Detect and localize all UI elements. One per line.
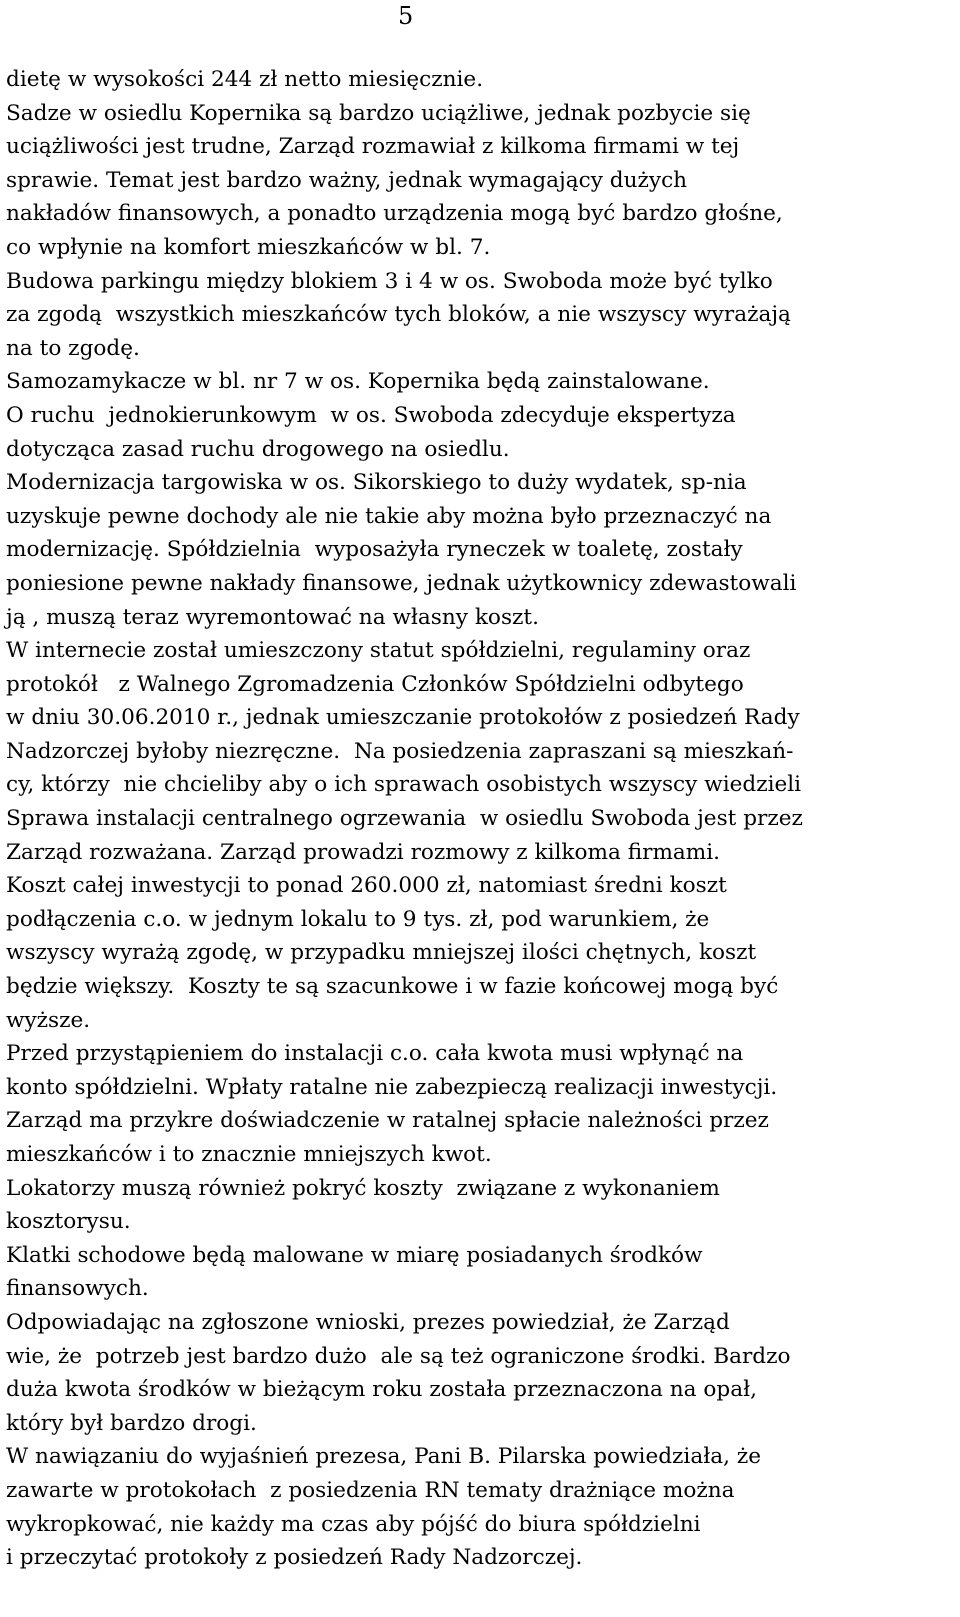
text-line: nakładów finansowych, a ponadto urządzenia mogą być bardzo głośne, [6, 201, 783, 227]
text-line: mieszkańców i to znacznie mniejszych kwot. [6, 1142, 492, 1167]
text-line: w dniu 30.06.2010 r., jednak umieszczanie protokołów z posiedzeń Rady [6, 705, 800, 731]
text-line: Zarząd rozważana. Zarząd prowadzi rozmowy z kilkoma firmami. [6, 839, 721, 865]
text-line: wykropkować, nie każdy ma czas aby pójść do biura spółdzielni [6, 1511, 701, 1537]
text-line: co wpłynie na komfort mieszkańców w bl. 7. [6, 234, 491, 260]
text-line: Klatki schodowe będą malowane w miarę posiadanych środków [6, 1242, 703, 1268]
body-text [6, 63, 956, 1575]
text-line: Budowa parkingu między blokiem 3 i 4 w os. Swoboda może być tylko [6, 268, 773, 294]
text-line: Przed przystąpieniem do instalacji c.o. cała kwota musi wpłynąć na [6, 1041, 744, 1067]
text-line: Lokatorzy muszą również pokryć koszty związane z wykonaniem [6, 1175, 720, 1201]
text-line: Nadzorczej byłoby niezręczne. Na posiedzenia zapraszani są mieszkań- [6, 738, 794, 764]
text-line: konto spółdzielni. Wpłaty ratalne nie zabezpieczą realizacji inwestycji. [6, 1074, 778, 1100]
text-line: kosztorysu. [6, 1209, 131, 1235]
text-line: który był bardzo drogi. [6, 1410, 257, 1436]
text-line: cy, którzy nie chcieliby aby o ich sprawach osobistych wszyscy wiedzieli [6, 772, 802, 798]
text-line: Modernizacja targowiska w os. Sikorskiego to duży wydatek, sp-nia [6, 470, 747, 496]
text-line: na to zgodę. [6, 335, 140, 361]
text-line: W nawiązaniu do wyjaśnień prezesa, Pani B. Pilarska powiedziała, że [6, 1444, 761, 1470]
text-line: będzie większy. Koszty te są szacunkowe i w fazie końcowej mogą być [6, 974, 779, 1000]
text-line: dotycząca zasad ruchu drogowego na osiedlu. [6, 436, 510, 462]
text-line: podłączenia c.o. w jednym lokalu to 9 tys. zł, pod warunkiem, że [6, 906, 710, 932]
text-line: uzyskuje pewne dochody ale nie takie aby można było przeznaczyć na [6, 503, 772, 529]
page-number: 5 [398, 2, 414, 30]
text-line: O ruchu jednokierunkowym w os. Swoboda zdecyduje ekspertyza [6, 402, 736, 428]
text-line: za zgodą wszystkich mieszkańców tych bloków, a nie wszyscy wyrażają [6, 302, 791, 328]
text-line: Zarząd ma przykre doświadczenie w ratalnej spłacie należności przez [6, 1108, 769, 1134]
text-line: zawarte w protokołach z posiedzenia RN tematy drażniące można [6, 1477, 735, 1503]
text-line: i przeczytać protokoły z posiedzeń Rady Nadzorczej. [6, 1545, 583, 1571]
text-line: uciążliwości jest trudne, Zarząd rozmawiał z kilkoma firmami w tej [6, 134, 740, 160]
text-line: duża kwota środków w bieżącym roku została przeznaczona na opał, [6, 1377, 757, 1403]
text-line: Sprawa instalacji centralnego ogrzewania w osiedlu Swoboda jest przez [6, 806, 803, 832]
text-line: Sadze w osiedlu Kopernika są bardzo uciążliwe, jednak pozbycie się [6, 100, 751, 126]
text-line: W internecie został umieszczony statut spółdzielni, regulaminy oraz [6, 638, 751, 664]
text-line: ją , muszą teraz wyremontować na własny koszt. [6, 604, 539, 630]
text-line: wie, że potrzeb jest bardzo dużo ale są też ograniczone środki. Bardzo [6, 1343, 791, 1369]
text-line: Odpowiadając na zgłoszone wnioski, prezes powiedział, że Zarząd [6, 1309, 730, 1335]
text-line: sprawie. Temat jest bardzo ważny, jednak wymagający dużych [6, 167, 688, 193]
text-line: finansowych. [6, 1276, 149, 1302]
text-line: protokół z Walnego Zgromadzenia Członków Spółdzielni odbytego [6, 671, 744, 697]
text-line: dietę w wysokości 244 zł netto miesięcznie. [6, 67, 484, 92]
text-line: wyższe. [6, 1007, 91, 1033]
text-line: poniesione pewne nakłady finansowe, jednak użytkownicy zdewastowali [6, 570, 797, 596]
text-line: Samozamykacze w bl. nr 7 w os. Kopernika będą zainstalowane. [6, 369, 710, 395]
text-line: wszyscy wyrażą zgodę, w przypadku mniejszej ilości chętnych, koszt [6, 940, 757, 966]
text-line: modernizację. Spółdzielnia wyposażyła ryneczek w toaletę, zostały [6, 537, 743, 563]
text-line: Koszt całej inwestycji to ponad 260.000 zł, natomiast średni koszt [6, 873, 727, 899]
